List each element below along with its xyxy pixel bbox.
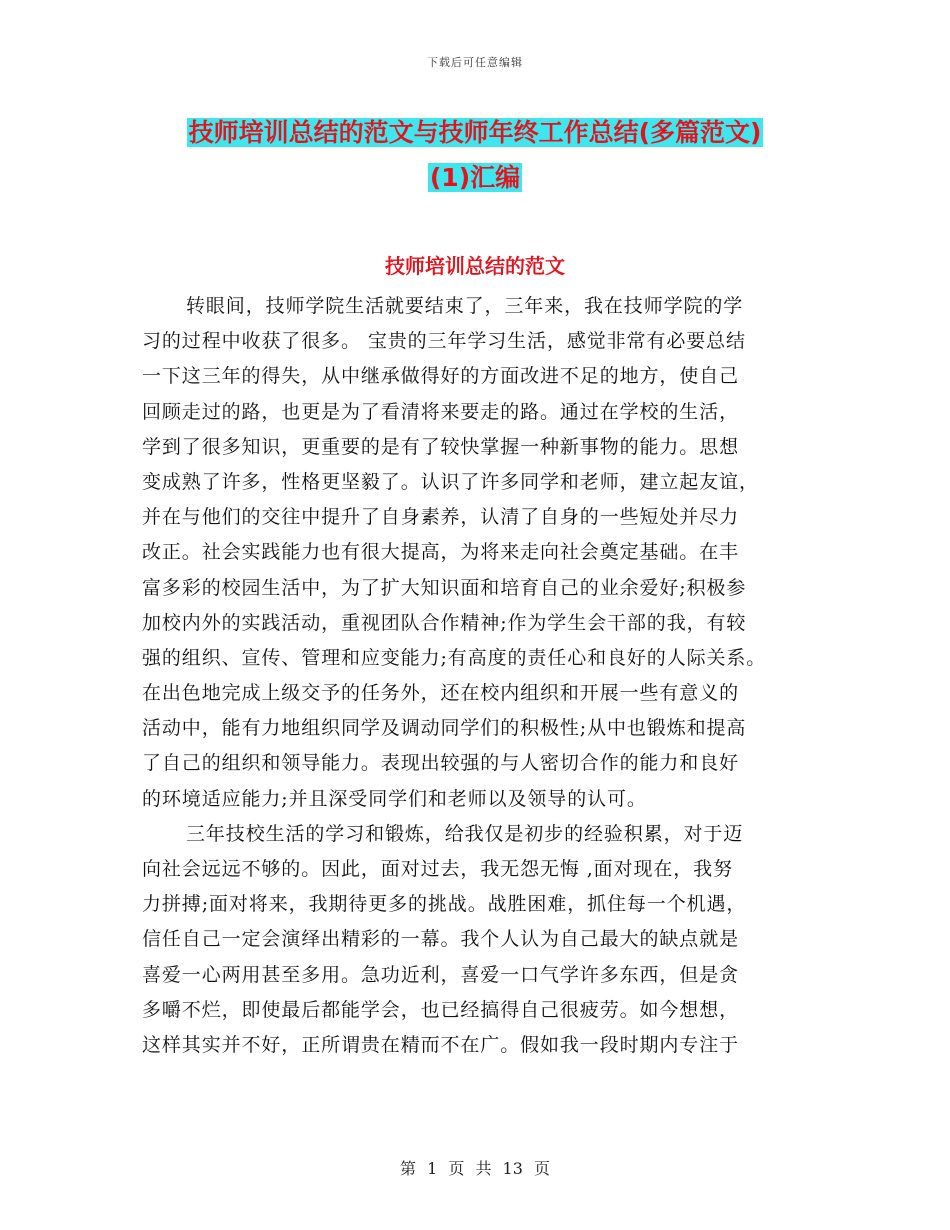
section-heading: 技师培训总结的范文 (385, 254, 565, 278)
body-text (142, 289, 822, 1063)
paragraph-2-line-3: 力拼搏;面对将来，我期待更多的挑战。战胜困难，抓住每一个机遇， (142, 893, 747, 916)
paragraph-1-line-6: 变成熟了许多，性格更坚毅了。认识了许多同学和老师，建立起友谊， (142, 470, 759, 493)
document-title-line-1 (0, 113, 950, 149)
paragraph-2-line-5: 喜爱一心两用甚至多用。急功近利，喜爱一口气学许多东西，但是贪 (142, 963, 740, 986)
paragraph-1-line-4: 回顾走过的路，也更是为了看清将来要走的路。通过在学校的生活， (142, 400, 740, 423)
paragraph-1-line-10: 加校内外的实践活动，重视团队合作精神;作为学生会干部的我，有较 (142, 611, 747, 634)
paragraph-1-line-1: 转眼间，技师学院生活就要结束了，三年来，我在技师学院的学 (186, 295, 744, 317)
document-title-line-2 (0, 158, 950, 194)
paragraph-1-line-9: 富多彩的校园生活中，为了扩大知识面和培育自己的业余爱好;积极参 (142, 576, 747, 599)
paragraph-1-line-8: 改正。社会实践能力也有很大提高，为将来走向社会奠定基础。在丰 (142, 541, 740, 564)
header-note: 下载后可任意编辑 (427, 56, 523, 69)
paragraph-2-line-4: 信任自己一定会演绎出精彩的一幕。我个人认为自己最大的缺点就是 (142, 928, 740, 951)
document-title-line-1-text: 技师培训总结的范文与技师年终工作总结(多篇范文) (188, 118, 762, 147)
paragraph-2-line-7: 这样其实并不好，正所谓贵在精而不在广。假如我一段时期内专注于 (142, 1033, 740, 1056)
paragraph-1-line-7: 并在与他们的交往中提升了自身素养，认清了自身的一些短处并尽力 (142, 506, 740, 529)
paragraph-2-line-1: 三年技校生活的学习和锻炼，给我仅是初步的经验积累，对于迈 (186, 822, 744, 845)
paragraph-1-line-5: 学到了很多知识，更重要的是有了较快掌握一种新事物的能力。思想 (142, 435, 740, 458)
paragraph-2-line-2: 向社会远远不够的。因此，面对过去，我无怨无悔 ,面对现在，我努 (142, 858, 733, 880)
paragraph-1-line-12: 在出色地完成上级交予的任务外，还在校内组织和开展一些有意义的 (142, 682, 740, 705)
page-footer: 第 1 页 共 13 页 (400, 1159, 550, 1178)
paragraph-1-line-13: 活动中，能有力地组织同学及调动同学们的积极性;从中也锻炼和提高 (142, 717, 747, 740)
document-title-line-2-text: (1)汇编 (429, 163, 521, 192)
paragraph-2-line-6: 多嚼不烂，即使最后都能学会，也已经搞得自己很疲劳。如今想想， (142, 998, 740, 1021)
paragraph-1-line-3: 一下这三年的得失，从中继承做得好的方面改进不足的地方，使自己 (142, 365, 740, 388)
paragraph-1-line-2: 习的过程中收获了很多。 宝贵的三年学习生活，感觉非常有必要总结 (142, 330, 746, 353)
paragraph-1-line-15: 的环境适应能力;并且深受同学们和老师以及领导的认可。 (142, 787, 647, 810)
paragraph-1-line-14: 了自己的组织和领导能力。表现出较强的与人密切合作的能力和良好 (142, 752, 740, 775)
paragraph-1-line-11: 强的组织、宣传、管理和应变能力;有高度的责任心和良好的人际关系。 (142, 646, 767, 669)
